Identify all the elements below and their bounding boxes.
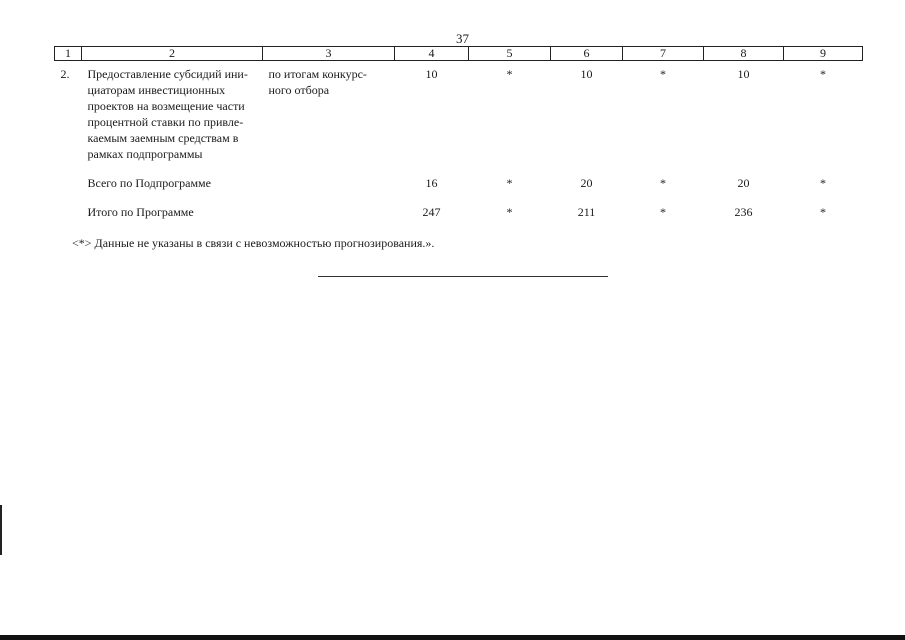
table-cell: 20 [580,176,593,190]
scan-bottom-edge [0,635,905,640]
table-cell: * [660,67,666,81]
basis-line: по итогам конкурс- [268,67,367,81]
table-cell: * [820,205,826,219]
column-header: 5 [469,47,551,61]
table-cell: 236 [734,205,753,219]
column-header: 6 [551,47,623,61]
table-cell: * [660,176,666,190]
row-description [82,61,263,170]
table-header-row [55,47,863,61]
column-header: 8 [704,47,784,61]
table-cell: * [660,205,666,219]
table-cell: * [506,176,513,190]
end-of-document-rule [318,276,608,277]
table-row-subtotal [55,169,863,198]
table-cell: 20 [737,176,750,190]
column-header: 4 [395,47,469,61]
column-header: 3 [263,47,395,61]
table-cell: 10 [737,67,750,81]
basis-line: ного отбора [268,83,330,97]
table-cell: 16 [425,176,438,190]
column-header: 9 [784,47,863,61]
row-basis [263,61,395,170]
footnote: <*> Данные не указаны в связи с невозможностью прогнозирования.». [72,236,435,250]
page-number: 37 [456,31,469,46]
description-line: процентной ставки по привле- [87,115,244,129]
scan-edge-mark [0,505,2,555]
table-cell: * [506,205,513,219]
table-cell: 10 [425,67,438,81]
column-header: 1 [55,47,82,61]
column-header: 2 [82,47,263,61]
table-cell: * [820,67,826,81]
program-table [54,46,863,227]
description-line: каемым заемным средствам в [87,131,239,145]
total-label: Итого по Программе [87,205,194,219]
description-line: Предоставление субсидий ини- [87,67,248,81]
description-line: рамках подпрограммы [87,147,203,161]
table-cell: 247 [422,205,441,219]
table-cell: * [820,176,826,190]
table-cell: 10 [580,67,593,81]
table-row-total [55,198,863,227]
column-header: 7 [623,47,704,61]
table-cell: 211 [577,205,596,219]
table-row [55,61,863,170]
row-index: 2. [60,67,70,81]
table-cell: * [506,67,513,81]
description-line: проектов на возмещение части [87,99,245,113]
subtotal-label: Всего по Подпрограмме [87,176,211,190]
description-line: циаторам инвестиционных [87,83,226,97]
